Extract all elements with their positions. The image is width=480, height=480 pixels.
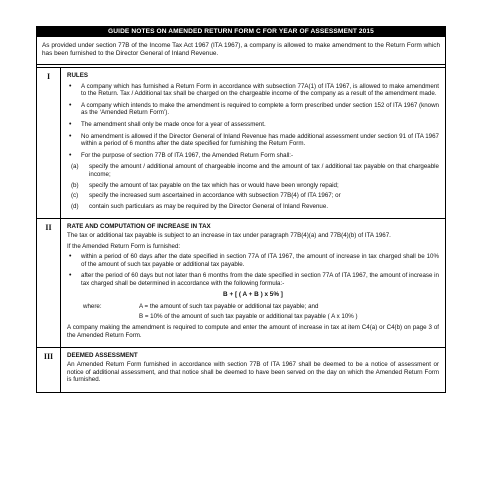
intro-paragraph: As provided under section 77B of the Income Tax Act 1967 (ITA 1967), a company is allowed to make amendment to the Return Form which has been furnished to the Director General of Inland Revenue.: [36, 37, 446, 65]
sub-key: (b): [71, 181, 79, 189]
section-heading: RULES: [67, 72, 88, 79]
sub-item: [67, 182, 439, 190]
guide-notes-page: [36, 26, 446, 393]
sub-text: contain such particulars as may be required by the Director General of Inland Revenue.: [89, 202, 329, 210]
where-b: B = 10% of the amount of such tax payable or additional tax payable ( A x 10% ): [139, 312, 358, 320]
formula: B + [ ( A + B ) x 5% ]: [223, 291, 283, 299]
sub-list: [67, 163, 439, 210]
rules-list: [67, 83, 439, 160]
where-label: where:: [83, 303, 102, 311]
section-rate-computation: [36, 219, 446, 348]
section-rules: [36, 67, 446, 219]
where-a: A = the amount of such tax payable or additional tax payable; and: [139, 303, 319, 311]
list-item: • For the purpose of section 77B of ITA 1967, the Amended Return Form shall:-: [67, 152, 439, 160]
list-item: • within a period of 60 days after the date specified in section 77A of ITA 1967, the amount of increase in tax charged shall be 10% of the amount of such tax payable or additional tax payable.: [67, 253, 439, 268]
section-body: [61, 219, 445, 347]
section-deemed-assessment: [36, 348, 446, 392]
where-row: [67, 303, 439, 311]
sub-item: [67, 163, 439, 178]
list-item: • The amendment shall only be made once for a year of assessment.: [67, 121, 439, 129]
section-heading: RATE AND COMPUTATION OF INCREASE IN TAX: [67, 223, 211, 231]
list-item: • No amendment is allowed if the Director General of Inland Revenue has made additional assessment under section 91 of ITA 1967 within a period of 6 months after the date specified for furnishing the Return Form.: [67, 133, 439, 148]
rate-list: [67, 253, 439, 287]
section-number: II: [37, 219, 61, 347]
section-number: I: [37, 68, 61, 218]
paragraph: If the Amended Return Form is furnished:: [67, 242, 181, 250]
page-title: GUIDE NOTES ON AMENDED RETURN FORM C FOR YEAR OF ASSESSMENT 2015: [36, 26, 446, 37]
sub-key: (a): [71, 163, 79, 171]
paragraph: An Amended Return Form furnished in accordance with section 77B of ITA 1967 shall be deemed to be a notice of assessment or notice of additional assessment, and that notice shall be deemed to have been served on the day on which the Amended Return Form is furnished.: [67, 361, 439, 384]
paragraph: A company making the amendment is required to compute and enter the amount of increase in tax at item C4(a) or C4(b) on page 3 of the Amended Return Form.: [67, 324, 439, 339]
sub-key: (d): [71, 202, 79, 210]
list-item: • A company which intends to make the amendment is required to complete a form prescribed under section 152 of ITA 1967 (known as the ‘Amended Return Form’).: [67, 102, 439, 117]
sub-text: specify the increased sum ascertained in accordance with subsection 77B(4) of ITA 1967; or: [89, 192, 341, 200]
section-heading: DEEMED ASSESSMENT: [67, 352, 138, 360]
section-number: III: [37, 348, 61, 391]
paragraph: The tax or additional tax payable is subject to an increase in tax under paragraph 77B(4)(a) and 77B(4)(b) of ITA 1967.: [67, 231, 391, 239]
list-item: • after the period of 60 days but not later than 6 months from the date specified in section 77A of ITA 1967, the amount of increase in tax charged shall be determined in accordance with the following formula:-: [67, 272, 439, 287]
sub-item: [67, 203, 439, 211]
section-body: [61, 348, 445, 391]
sub-item: [67, 192, 439, 200]
section-body: [61, 68, 445, 218]
sub-text: specify the amount / additional amount of chargeable income and the amount of tax / additional tax payable on that chargeable income;: [89, 163, 439, 178]
sub-key: (c): [71, 192, 79, 200]
list-item: • A company which has furnished a Return Form in accordance with subsection 77A(1) of ITA 1967, is allowed to make amendment to the Return. Tax / Additional tax shall be charged on the chargeable income of the company as a result of the amendment made.: [67, 83, 439, 98]
sub-text: specify the amount of tax payable on the tax which has or would have been wrongly repaid;: [89, 181, 339, 189]
